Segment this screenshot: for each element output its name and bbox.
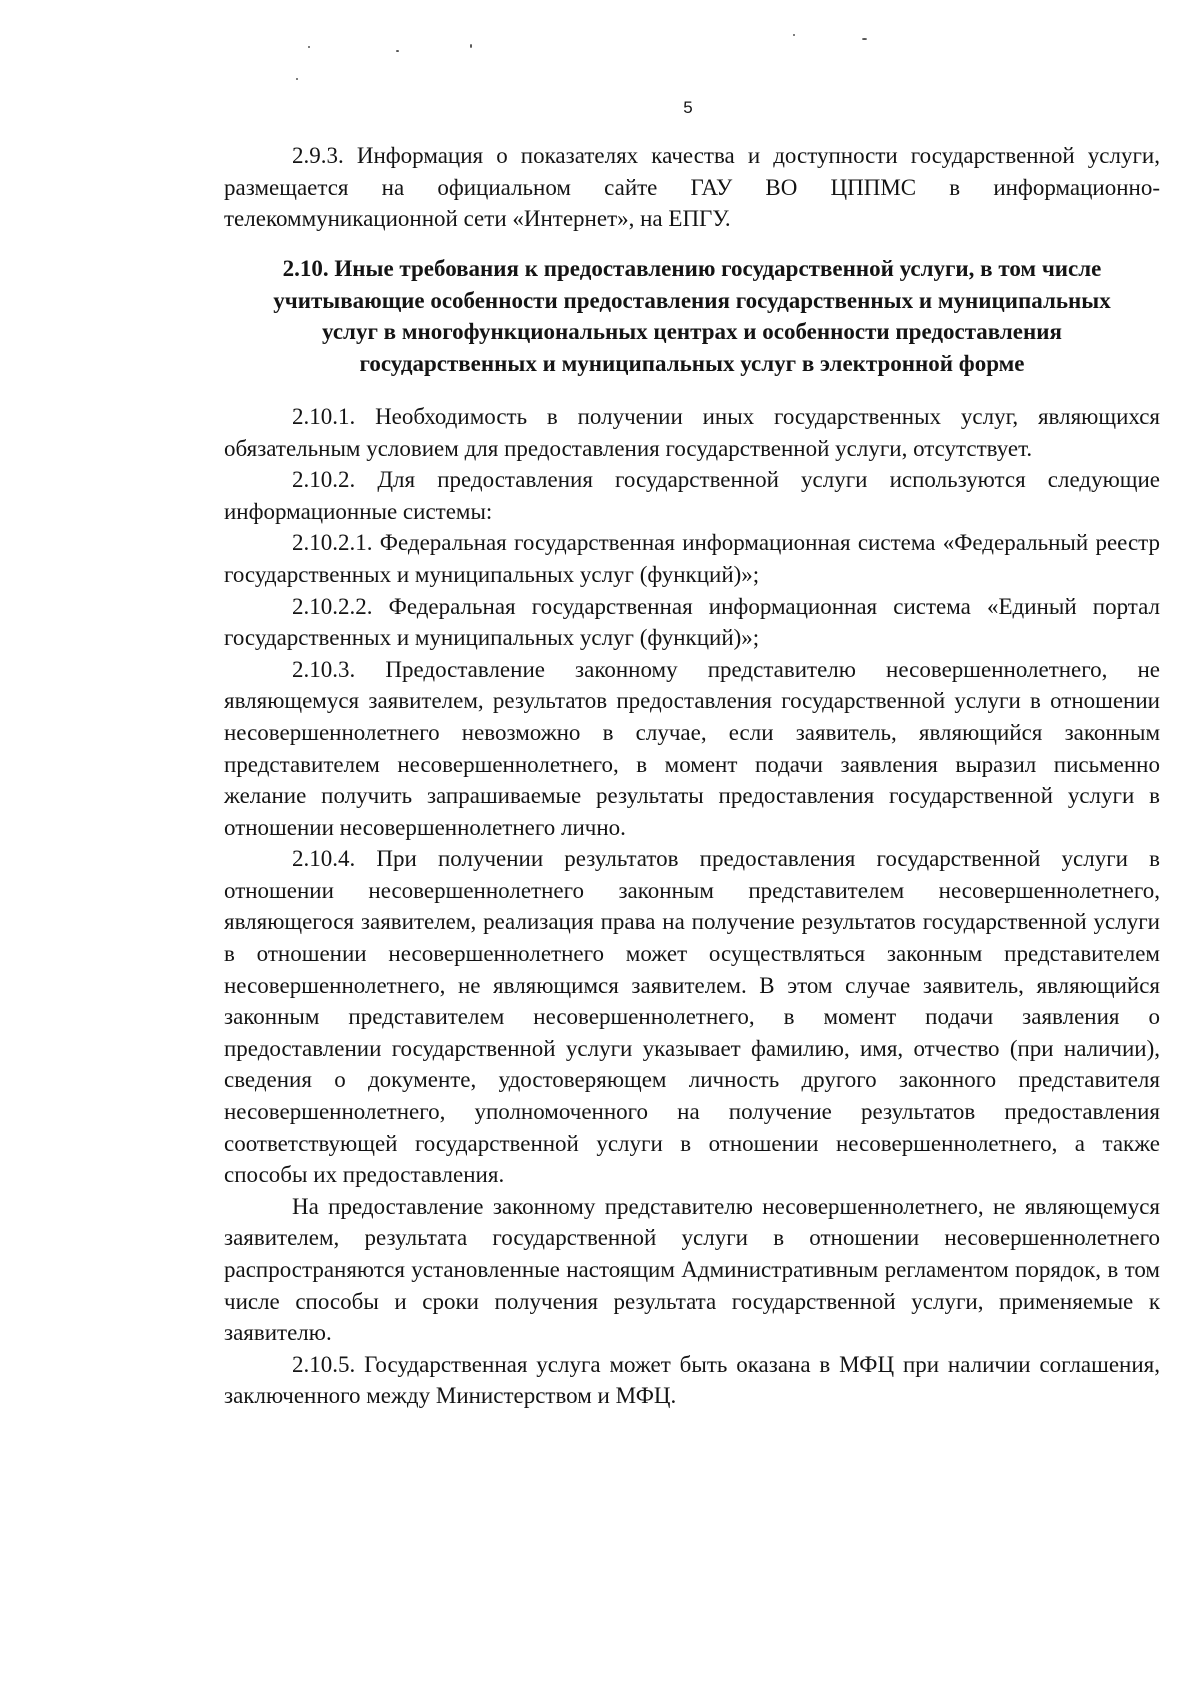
scan-speck bbox=[470, 44, 472, 48]
paragraph-2-10-1: 2.10.1. Необходимость в получении иных государственных услуг, являющихся обязательным условием для предоставления государственной услуги, отсутствует. bbox=[224, 403, 1160, 461]
scan-speck bbox=[396, 50, 399, 52]
paragraph-2-10-5: 2.10.5. Государственная услуга может быть оказана в МФЦ при наличии соглашения, заключенного между Министерством и МФЦ. bbox=[224, 1351, 1160, 1409]
scan-speck bbox=[862, 38, 867, 40]
scan-speck bbox=[296, 78, 298, 80]
paragraph-2-10-3: 2.10.3. Предоставление законному представителю несовершеннолетнего, не являющемуся заявителем, результатов предоставления государственной услуги в отношении несовершеннолетнего невозможно в случае, если заявитель, являющийся законным представителем несовершеннолетнего, в момент подачи заявления выразил письменно желание получить запрашиваемые результаты предоставления государственной услуги в отношении несовершеннолетнего лично. bbox=[224, 656, 1160, 840]
scan-speck bbox=[793, 34, 795, 36]
paragraph-2-10-4: 2.10.4. При получении результатов предоставления государственной услуги в отношении несовершеннолетнего законным представителем несовершеннолетнего, являющегося заявителем, реализация права на получение результатов государственной услуги в отношении несовершеннолетнего может осуществляться законным представителем несовершеннолетнего, не являющимся заявителем. В этом случае заявитель, являющийся законным представителем несовершеннолетнего, в момент подачи заявления о предоставлении государственной услуги указывает фамилию, имя, отчество (при наличии), сведения о документе, удостоверяющем личность другого законного представителя несовершеннолетнего, уполномоченного на получение результатов предоставления соответствующей государственной услуги в отношении несовершеннолетнего, а также способы их предоставления. bbox=[224, 846, 1160, 1188]
paragraph-2-10-2-1: 2.10.2.1. Федеральная государственная информационная система «Федеральный реестр государственных и муниципальных услуг (функций)»; bbox=[224, 530, 1160, 587]
paragraph-2-10-2: 2.10.2. Для предоставления государственной услуги используются следующие информационные системы: bbox=[224, 467, 1160, 524]
section-heading-2-10: 2.10. Иные требования к предоставлению государственной услуги, в том числе учитывающие особенности предоставления государственных и муниципальных услуг в многофункциональных центрах и особенности предоставления государственных и муниципальных услуг в электронной форме bbox=[273, 255, 1111, 377]
page-number: 5 bbox=[683, 98, 693, 117]
paragraph-2-10-2-2: 2.10.2.2. Федеральная государственная информационная система «Единый портал государственных и муниципальных услуг (функций)»; bbox=[224, 593, 1160, 651]
paragraph-2-9-3: 2.9.3. Информация о показателях качества и доступности государственной услуги, размещается на официальном сайте ГАУ ВО ЦППМС в информационно-телекоммуникационной сети «Интернет», на ЕПГУ. bbox=[224, 143, 1160, 232]
scan-speck bbox=[308, 46, 310, 48]
document-body bbox=[224, 140, 1160, 1412]
paragraph-2-10-4-continued: На предоставление законному представителю несовершеннолетнего, не являющемуся заявителем, результата государственной услуги в отношении несовершеннолетнего распространяются установленные настоящим Административным регламентом порядок, в том числе способы и сроки получения результата государственной услуги, применяемые к заявителю. bbox=[224, 1193, 1160, 1346]
